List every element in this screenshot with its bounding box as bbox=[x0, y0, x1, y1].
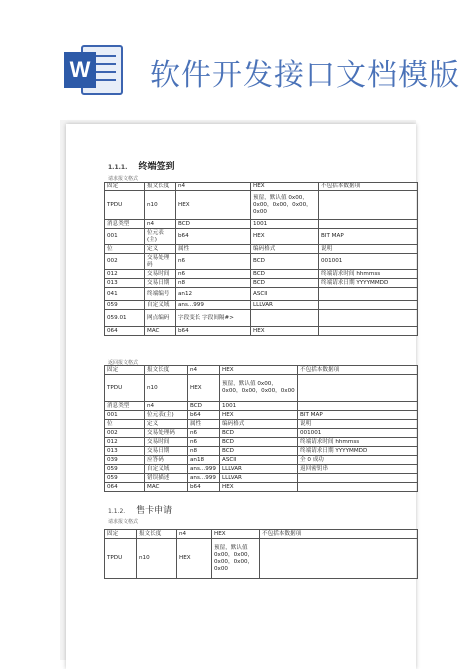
table-cell: 013 bbox=[105, 279, 145, 288]
table-cell bbox=[319, 191, 418, 220]
table-row bbox=[105, 366, 418, 375]
table-cell: HEX bbox=[177, 539, 212, 579]
table-cell: HEX bbox=[251, 229, 319, 245]
table-row bbox=[105, 429, 418, 438]
table-cell bbox=[319, 327, 418, 336]
table-caption: 请求报文格式 bbox=[108, 519, 139, 525]
table-row bbox=[105, 447, 418, 456]
table-cell: 059 bbox=[105, 301, 145, 310]
table-cell: 消息类型 bbox=[105, 220, 145, 229]
table-cell: 固定 bbox=[105, 183, 145, 191]
section-heading bbox=[108, 503, 172, 516]
table-cell: BIT MAP bbox=[319, 229, 418, 245]
table-cell: 属性 bbox=[188, 420, 220, 429]
request-table bbox=[104, 529, 418, 579]
table-cell: n4 bbox=[176, 183, 251, 191]
table-cell: HEX bbox=[188, 375, 220, 402]
table-cell: BCD bbox=[220, 429, 298, 438]
table-cell: 039 bbox=[105, 456, 145, 465]
table-cell bbox=[251, 310, 319, 327]
table-cell: 固定 bbox=[105, 530, 137, 539]
table-cell: 1001 bbox=[251, 220, 319, 229]
table-row bbox=[105, 254, 418, 270]
table-cell: 059 bbox=[105, 474, 145, 483]
table-cell: 001001 bbox=[319, 254, 418, 270]
table-cell bbox=[298, 483, 418, 492]
table-cell: b64 bbox=[188, 483, 220, 492]
table-cell: 报文长度 bbox=[137, 530, 177, 539]
table-row bbox=[105, 465, 418, 474]
table-cell: BCD bbox=[251, 279, 319, 288]
table-row bbox=[105, 279, 418, 288]
svg-text:W: W bbox=[69, 57, 91, 82]
table-cell: 064 bbox=[105, 483, 145, 492]
table-cell: 终端请求日期 YYYYMMDD bbox=[298, 447, 418, 456]
table-row bbox=[105, 483, 418, 492]
section-title: 售卡申请 bbox=[136, 506, 173, 516]
table-cell: 属性 bbox=[176, 245, 251, 254]
table-cell: 交易处理码 bbox=[145, 254, 176, 270]
table-cell: 说明 bbox=[298, 420, 418, 429]
table-cell: 终端请求时间 hhmmss bbox=[298, 438, 418, 447]
table-cell: LLLVAR bbox=[251, 301, 319, 310]
table-cell: 002 bbox=[105, 429, 145, 438]
table-cell: BIT MAP bbox=[298, 411, 418, 420]
table-row bbox=[105, 420, 418, 429]
table-cell: 012 bbox=[105, 438, 145, 447]
table-cell: ans...999 bbox=[176, 301, 251, 310]
table-cell: 交易时间 bbox=[145, 270, 176, 279]
table-cell: 编码格式 bbox=[220, 420, 298, 429]
table-cell: ans...999 bbox=[188, 465, 220, 474]
section-heading bbox=[108, 159, 175, 172]
table-cell: an18 bbox=[188, 456, 220, 465]
table-row bbox=[105, 375, 418, 402]
table-cell: 交易时间 bbox=[145, 438, 188, 447]
section-title: 终端签到 bbox=[138, 162, 175, 172]
table-cell: 自定义域 bbox=[145, 301, 176, 310]
table-cell: 001001 bbox=[298, 429, 418, 438]
table-cell: TPDU bbox=[105, 539, 137, 579]
table-cell: 预留，默认值 0x00，0x00，0x00，0x00，0x00 bbox=[251, 191, 319, 220]
table-row bbox=[105, 301, 418, 310]
table-cell: LLLVAR bbox=[220, 474, 298, 483]
table-row bbox=[105, 456, 418, 465]
table-cell: 位元表(主) bbox=[145, 411, 188, 420]
table-cell: 位元表(主) bbox=[145, 229, 176, 245]
table-cell: n10 bbox=[137, 539, 177, 579]
table-cell: MAC bbox=[145, 327, 176, 336]
table-row bbox=[105, 327, 418, 336]
table-cell: 059 bbox=[105, 465, 145, 474]
table-cell: 定义 bbox=[145, 420, 188, 429]
table-cell: 041 bbox=[105, 288, 145, 301]
table-cell bbox=[298, 402, 418, 411]
table-cell: 说明 bbox=[319, 245, 418, 254]
table-cell: 预留，默认值 0x00，0x00，0x00，0x00，0x00 bbox=[220, 375, 298, 402]
table-row bbox=[105, 183, 418, 191]
table-cell bbox=[319, 288, 418, 301]
document-title: 软件开发接口文档模版 bbox=[150, 58, 460, 93]
table-row bbox=[105, 530, 418, 539]
table-cell: n6 bbox=[188, 429, 220, 438]
table-cell: BCD bbox=[176, 220, 251, 229]
banner bbox=[0, 0, 474, 120]
table-cell: b64 bbox=[176, 229, 251, 245]
table-cell: 返回密钥串 bbox=[298, 465, 418, 474]
table-cell: 不包括本数据项 bbox=[319, 183, 418, 191]
table-cell: 位 bbox=[105, 420, 145, 429]
table-cell: n4 bbox=[177, 530, 212, 539]
table-cell: n4 bbox=[188, 366, 220, 375]
table-cell: BCD bbox=[220, 438, 298, 447]
table-row bbox=[105, 539, 418, 579]
table-cell: n10 bbox=[145, 375, 188, 402]
table-cell: ASCII bbox=[220, 456, 298, 465]
table-cell: 012 bbox=[105, 270, 145, 279]
table-row bbox=[105, 229, 418, 245]
table-cell: n4 bbox=[145, 402, 188, 411]
table-cell: 013 bbox=[105, 447, 145, 456]
section-number: 1.1.1. bbox=[108, 164, 128, 171]
table-cell bbox=[260, 539, 418, 579]
table-cell: 终端编号 bbox=[145, 288, 176, 301]
table-cell: HEX bbox=[220, 411, 298, 420]
table-cell: 报文长度 bbox=[145, 183, 176, 191]
table-cell: n6 bbox=[176, 254, 251, 270]
table-cell: 不包括本数据项 bbox=[260, 530, 418, 539]
table-cell: BCD bbox=[251, 254, 319, 270]
table-cell bbox=[298, 474, 418, 483]
table-cell bbox=[319, 220, 418, 229]
table-cell: 终端请求时间 hhmmss bbox=[319, 270, 418, 279]
table-cell: 错误描述 bbox=[145, 474, 188, 483]
table-cell: 交易日期 bbox=[145, 447, 188, 456]
table-cell: 001 bbox=[105, 229, 145, 245]
table-cell: 不包括本数据项 bbox=[298, 366, 418, 375]
table-cell: 位 bbox=[105, 245, 145, 254]
table-cell: HEX bbox=[220, 366, 298, 375]
table-cell: b64 bbox=[188, 411, 220, 420]
request-table bbox=[104, 182, 418, 336]
table-cell: 编码格式 bbox=[251, 245, 319, 254]
table-cell: ans...999 bbox=[188, 474, 220, 483]
table-cell: BCD bbox=[188, 402, 220, 411]
table-cell: 自定义域 bbox=[145, 465, 188, 474]
table-cell: 应答码 bbox=[145, 456, 188, 465]
table-cell bbox=[319, 301, 418, 310]
table-cell: TPDU bbox=[105, 375, 145, 402]
table-row bbox=[105, 220, 418, 229]
table-cell: 001 bbox=[105, 411, 145, 420]
table-row bbox=[105, 402, 418, 411]
table-cell: HEX bbox=[251, 327, 319, 336]
table-cell: HEX bbox=[176, 191, 251, 220]
table-cell: LLLVAR bbox=[220, 465, 298, 474]
table-cell: 交易日期 bbox=[145, 279, 176, 288]
table-row bbox=[105, 310, 418, 327]
table-cell: n6 bbox=[176, 270, 251, 279]
table-cell: b64 bbox=[176, 327, 251, 336]
table-row bbox=[105, 191, 418, 220]
table-cell bbox=[319, 310, 418, 327]
table-cell: 002 bbox=[105, 254, 145, 270]
table-cell: 终端请求日期 YYYYMMDD bbox=[319, 279, 418, 288]
table-cell: 网点编码 bbox=[145, 310, 176, 327]
table-cell: TPDU bbox=[105, 191, 145, 220]
table-caption: 请求报文格式 bbox=[108, 176, 139, 182]
table-cell: ASCII bbox=[251, 288, 319, 301]
table-cell: HEX bbox=[212, 530, 260, 539]
table-cell bbox=[298, 375, 418, 402]
table-row bbox=[105, 411, 418, 420]
table-cell: n10 bbox=[145, 191, 176, 220]
table-cell: n8 bbox=[176, 279, 251, 288]
table-cell: BCD bbox=[251, 270, 319, 279]
section-number: 1.1.2. bbox=[108, 508, 126, 515]
table-cell: 交易处理码 bbox=[145, 429, 188, 438]
table-cell: an12 bbox=[176, 288, 251, 301]
table-row bbox=[105, 438, 418, 447]
table-cell: MAC bbox=[145, 483, 188, 492]
table-cell: BCD bbox=[220, 447, 298, 456]
table-row bbox=[105, 474, 418, 483]
table-caption: 返回报文格式 bbox=[108, 360, 139, 366]
table-row bbox=[105, 270, 418, 279]
table-cell: 字段变长 字段间隔#> bbox=[176, 310, 251, 327]
table-cell: n6 bbox=[188, 438, 220, 447]
table-cell: 全 0 成功 bbox=[298, 456, 418, 465]
table-cell: 059.01 bbox=[105, 310, 145, 327]
table-cell: n4 bbox=[145, 220, 176, 229]
response-table bbox=[104, 365, 418, 492]
word-icon bbox=[62, 42, 126, 98]
table-cell: 064 bbox=[105, 327, 145, 336]
table-row bbox=[105, 245, 418, 254]
table-cell: n8 bbox=[188, 447, 220, 456]
table-cell: 预留，默认值 0x00，0x00，0x00，0x00，0x00 bbox=[212, 539, 260, 579]
table-cell: 报文长度 bbox=[145, 366, 188, 375]
table-cell: 1001 bbox=[220, 402, 298, 411]
table-row bbox=[105, 288, 418, 301]
table-cell: 固定 bbox=[105, 366, 145, 375]
table-cell: 消息类型 bbox=[105, 402, 145, 411]
table-cell: HEX bbox=[251, 183, 319, 191]
table-cell: 定义 bbox=[145, 245, 176, 254]
table-cell: HEX bbox=[220, 483, 298, 492]
